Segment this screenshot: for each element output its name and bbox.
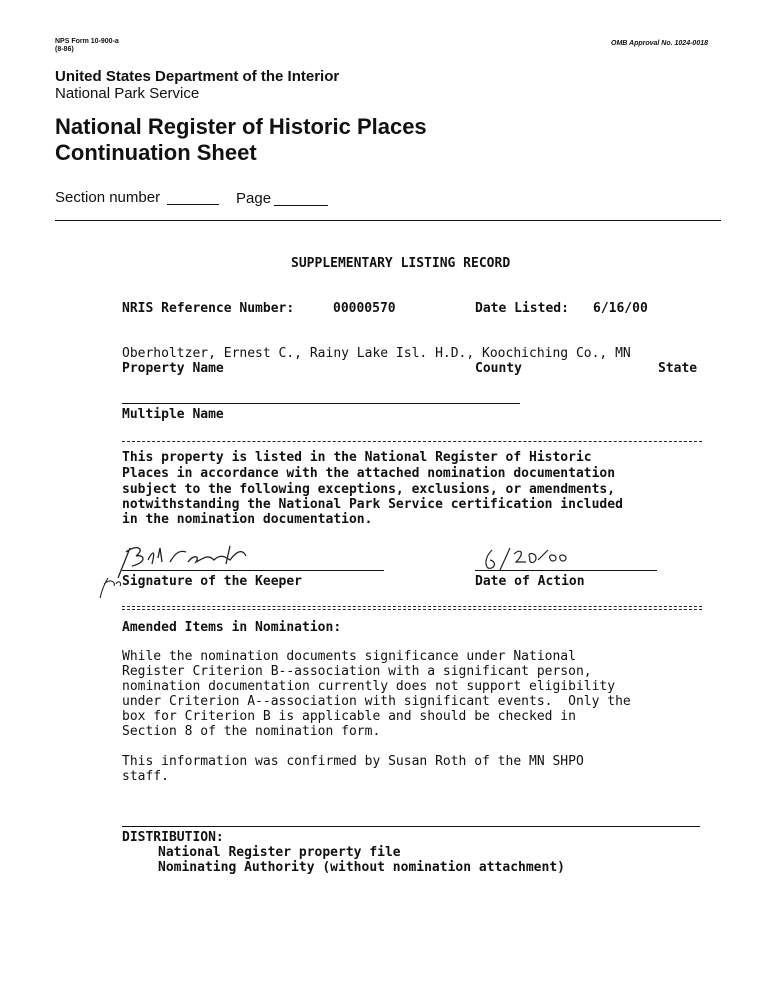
amended-body-line-1: While the nomination documents significance under National: [122, 649, 576, 664]
page-label: Page: [236, 190, 272, 207]
distribution-rule: [122, 826, 700, 827]
amended-body-line-5: box for Criterion B is applicable and should be checked in: [122, 709, 576, 724]
multiple-name-blank: [122, 403, 520, 404]
property-value: Oberholtzer, Ernest C., Rainy Lake Isl. H.D., Koochiching Co., MN: [122, 346, 631, 361]
service-name: National Park Service: [55, 85, 200, 102]
action-date-line: [475, 570, 657, 571]
department-name: United States Department of the Interior: [55, 68, 340, 85]
signature-label: Signature of the Keeper: [122, 574, 303, 589]
date-listed-value: 6/16/00: [593, 301, 648, 316]
distribution-item-2: Nominating Authority (without nomination attachment): [158, 860, 565, 875]
distribution-item-1: National Register property file: [158, 845, 401, 860]
nris-label: NRIS Reference Number:: [122, 301, 295, 316]
nris-value: 00000570: [333, 301, 396, 316]
form-revision: (8-86): [55, 46, 74, 53]
amended-body-line-4: under Criterion A--association with significant events. Only the: [122, 694, 631, 709]
section-number-blank: [167, 204, 219, 205]
header-rule: [55, 220, 721, 221]
confirmation-line-2: staff.: [122, 769, 169, 784]
distribution-heading: DISTRIBUTION:: [122, 830, 224, 845]
listing-statement-line-5: in the nomination documentation.: [122, 512, 373, 527]
omb-approval: OMB Approval No. 1024-0018: [611, 40, 708, 47]
listing-statement-line-3: subject to the following exceptions, exclusions, or amendments,: [122, 482, 616, 497]
amended-heading: Amended Items in Nomination:: [122, 620, 342, 635]
date-listed-label: Date Listed:: [475, 301, 569, 316]
page-blank: [274, 205, 328, 206]
record-heading: SUPPLEMENTARY LISTING RECORD: [291, 256, 511, 271]
dashed-separator: [122, 441, 702, 442]
signature-line: [122, 570, 384, 571]
amended-body-line-2: Register Criterion B--association with a significant person,: [122, 664, 592, 679]
amended-body-line-3: nomination documentation currently does not support eligibility: [122, 679, 616, 694]
section-number-label: Section number: [55, 189, 161, 206]
multiple-name-label: Multiple Name: [122, 407, 224, 422]
listing-statement-line-4: notwithstanding the National Park Service certification included: [122, 497, 623, 512]
listing-statement-line-1: This property is listed in the National Register of Historic: [122, 450, 592, 465]
double-separator: [122, 606, 702, 610]
state-label: State: [658, 361, 698, 376]
action-date-label: Date of Action: [475, 574, 585, 589]
form-title: National Register of Historic Places: [55, 114, 427, 139]
amended-body-line-6: Section 8 of the nomination form.: [122, 724, 381, 739]
property-name-label: Property Name: [122, 361, 224, 376]
form-number: NPS Form 10-900-a: [55, 38, 119, 45]
form-subtitle: Continuation Sheet: [55, 140, 257, 165]
county-label: County: [475, 361, 522, 376]
confirmation-line-1: This information was confirmed by Susan Roth of the MN SHPO: [122, 754, 584, 769]
listing-statement-line-2: Places in accordance with the attached nomination documentation: [122, 466, 616, 481]
